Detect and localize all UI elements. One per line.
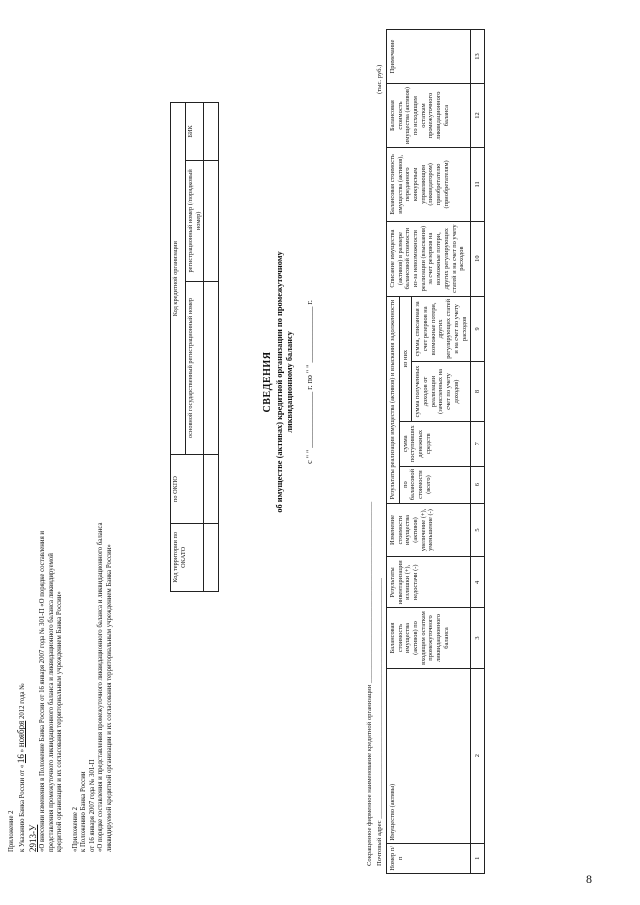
title-line-3: ликвидационному балансу <box>285 331 294 433</box>
page-number: 8 <box>586 872 592 886</box>
col-number: 12 <box>471 83 485 147</box>
col-header-6: по балансовой стоимости (всего) <box>399 466 471 503</box>
title-line-1: СВЕДЕНИЯ <box>262 351 273 413</box>
group-header: Результаты реализации имущества (активов) и взыскания задолженности <box>387 296 400 503</box>
col-header-11: Балансовая стоимость имущества (активов), переданного конкурсным управляющим (ликвидатором) приобретателю (приобретателям) <box>387 148 471 222</box>
assets-table <box>386 29 485 874</box>
postal-address-label: Почтовый адрес _________________________________________________________________________ <box>376 578 383 866</box>
col-number: 3 <box>471 608 485 668</box>
appendix-orig-line-4: «О порядке составления и представления промежуточного ликвидационного баланса и ликвидационного баланса ликвидируемой кредитной организации и их согласования территориальным учреждением Банка России» <box>97 522 113 852</box>
regnum-header: регистрационный номер (/порядковый номер) <box>186 160 204 281</box>
col-header-7: сумма поступивших денежных средств <box>399 421 471 466</box>
col-number: 7 <box>471 421 485 466</box>
appendix-orig-line-1: «Приложение 2 <box>71 807 79 852</box>
col-header-1: Номер п/п <box>387 843 471 873</box>
col-header-2: Имущество (активы) <box>387 668 471 843</box>
col-header-9: сумма, списанная за счет резервов на возможные потери, других регулирующих статей и на счет по учету расходов <box>412 296 471 362</box>
okato-value <box>204 523 219 591</box>
col-number: 8 <box>471 362 485 422</box>
regnum-value <box>204 160 219 281</box>
col-number: 4 <box>471 557 485 608</box>
title-line-2: об имуществе (активах) кредитной организации по промежуточному <box>274 251 284 513</box>
col-header-13: Примечание <box>387 30 471 84</box>
col-header-5: Изменение стоимости имущества (активов) увеличение (+), уменьшение (-) <box>387 503 471 557</box>
col-header-3: Балансовая стоимость имущества (активов) по входящим остаткам промежуточного ликвидационного баланса <box>387 608 471 668</box>
bik-value <box>204 103 219 161</box>
co-code-header: Код кредитной организации <box>171 103 186 455</box>
sub-group-header: из них <box>399 296 412 421</box>
col-number: 2 <box>471 668 485 843</box>
ogrn-value <box>204 281 219 455</box>
okato-header: Код территории по ОКАТО <box>171 523 204 591</box>
appendix-orig-line-2: к Положению Банка России <box>80 771 88 852</box>
short-name-label: Сокращенное фирменное наименование кредитной организации _______________________________________________________ <box>366 501 373 866</box>
appendix-preamble <box>8 522 114 852</box>
col-number: 6 <box>471 466 485 503</box>
col-number: 5 <box>471 503 485 557</box>
okpo-value <box>204 455 219 523</box>
appendix-orig-line-3: от 16 января 2007 года № 301-П <box>88 759 96 852</box>
appendix-line-1: Приложение 2 <box>8 810 15 852</box>
col-number: 11 <box>471 148 485 222</box>
col-number: 9 <box>471 296 485 362</box>
okpo-header: по ОКПО <box>171 455 204 523</box>
document-title <box>262 182 296 582</box>
col-header-10: Списание имущества (активов) в размере балансовой стоимости из-за невозможности реализации (взыскания) за счет резервов на возможные потери, других регулирующих статей и на счет по учету расходов <box>387 221 471 296</box>
ogrn-header: основной государственный регистрационный номер <box>186 281 204 455</box>
reporting-period: с " " ______________ г. по " " ______________ г. <box>305 300 314 464</box>
appendix-line-2: к Указанию Банка России от « 16 » ноября 2012 года № <box>16 683 27 852</box>
column-numbers-row <box>471 30 485 874</box>
appendix-line-3: «О внесении изменения в Положение Банка России от 16 января 2007 года № 301-П «О порядке составления и представления промежуточного ликвидационного баланса и ликвидационного баланса ликвидируемой кредитной организации и их согласования территориальным учреждением Банка России» <box>39 530 64 852</box>
col-header-4: Результаты инвентаризации излишки (+), недостачи (-) <box>387 557 471 608</box>
col-header-12: Балансовая стоимость имущества (активов) по исходящим остаткам промежуточного ликвидационного баланса <box>387 83 471 147</box>
appendix-number: 2913-У <box>27 824 38 852</box>
col-number: 13 <box>471 30 485 84</box>
col-number: 10 <box>471 221 485 296</box>
rotated-sheet <box>0 22 640 882</box>
bik-header: БИК <box>186 103 204 161</box>
col-number: 1 <box>471 843 485 873</box>
col-header-8: сумма полученных доходов от реализации (зачисленных на счет по учету доходов) <box>412 362 471 422</box>
codes-table <box>170 102 219 592</box>
unit-label: (тыс. руб.) <box>376 64 383 94</box>
